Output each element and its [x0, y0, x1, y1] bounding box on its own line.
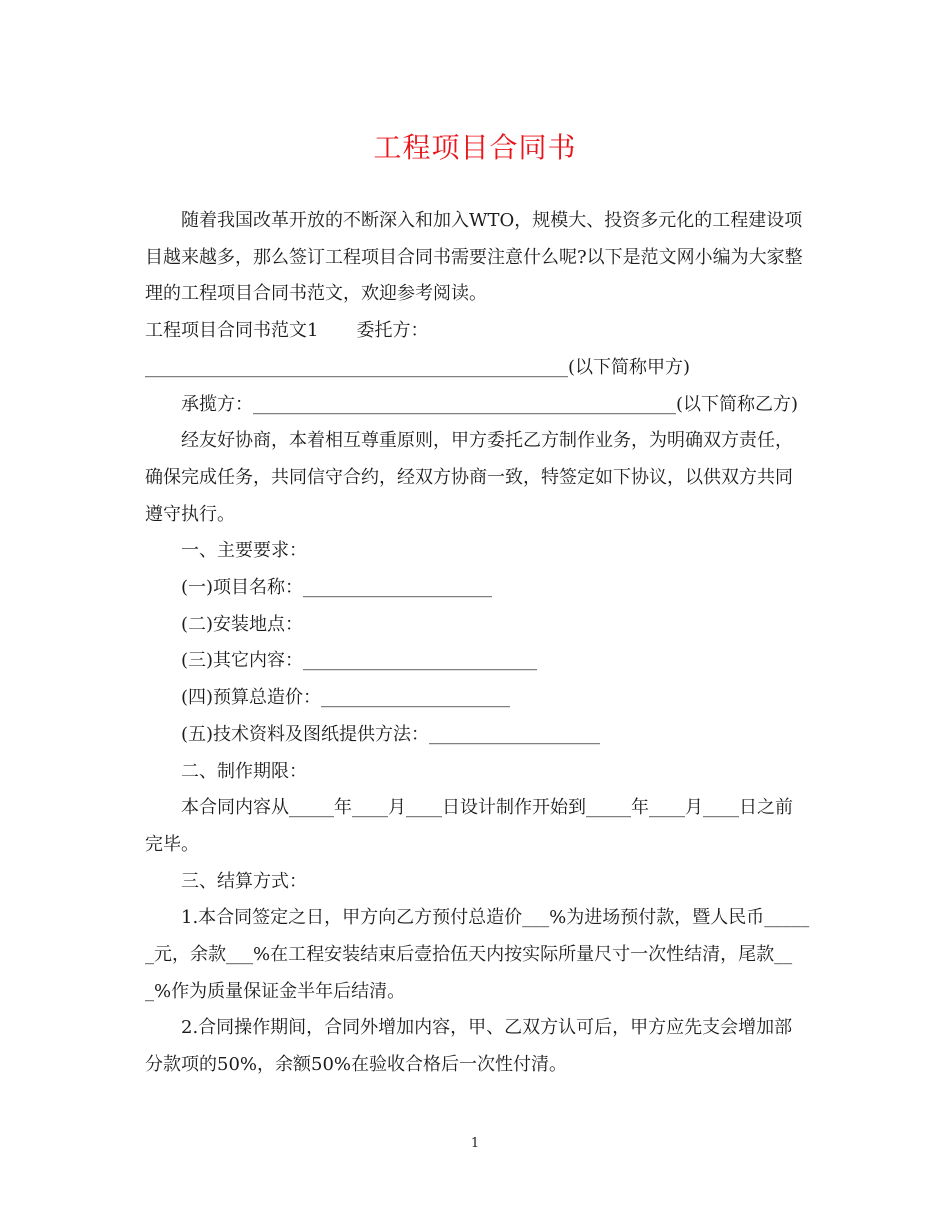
section1-title: 一、主要要求：: [181, 540, 307, 562]
sample-heading-line: [145, 313, 810, 350]
document-body: [145, 203, 810, 1084]
section2-title: 二、制作期限：: [181, 760, 307, 782]
item-install-location: (二)安装地点：: [181, 613, 304, 635]
item-technical-data: (五)技术资料及图纸提供方法：___________________: [181, 723, 601, 745]
document-title: 工程项目合同书: [373, 131, 577, 164]
item-budget-total: (四)预算总造价：_____________________: [181, 687, 511, 709]
settlement-clause-2: 2.合同操作期间，合同外增加内容，甲、乙双方认可后，甲方应先支会增加部分款项的50%，余额50%在验收合格后一次性付清。: [145, 1017, 793, 1076]
agreement-paragraph: 经友好协商，本着相互尊重原则，甲方委托乙方制作业务，为明确双方责任，确保完成任务，共同信守合约，经双方协商一致，特签定如下协议，以供双方共同遵守执行。: [145, 430, 793, 525]
period-paragraph: 本合同内容从_____年____月____日设计制作开始到_____年____月____日之前完毕。: [145, 797, 793, 855]
party-a-line: _______________________________________________(以下简称甲方): [145, 356, 691, 378]
party-b-line: 承揽方：_______________________________________________(以下简称乙方): [181, 393, 799, 415]
section3-title: 三、结算方式：: [181, 870, 307, 892]
item-project-name: (一)项目名称：_____________________: [181, 577, 493, 599]
item-other-content: (三)其它内容：__________________________: [181, 650, 538, 672]
settlement-clause-1: 1.本合同签定之日，甲方向乙方预付总造价___%为进场预付款，暨人民币______元，余款___%在工程安装结束后壹拾伍天内按实际所量尺寸一次性结清，尾款___%作为质量保证金半年后结清。: [145, 907, 810, 1002]
sample-heading: 工程项目合同书范文1: [145, 320, 319, 342]
page-number: 1: [470, 1136, 480, 1151]
intro-paragraph: 随着我国改革开放的不断深入和加入WTO，规模大、投资多元化的工程建设项目越来越多，那么签订工程项目合同书需要注意什么呢?以下是范文网小编为大家整理的工程项目合同书范文，欢迎参考阅读。: [145, 210, 803, 305]
entrusting-party-label: 委托方：: [356, 320, 429, 342]
